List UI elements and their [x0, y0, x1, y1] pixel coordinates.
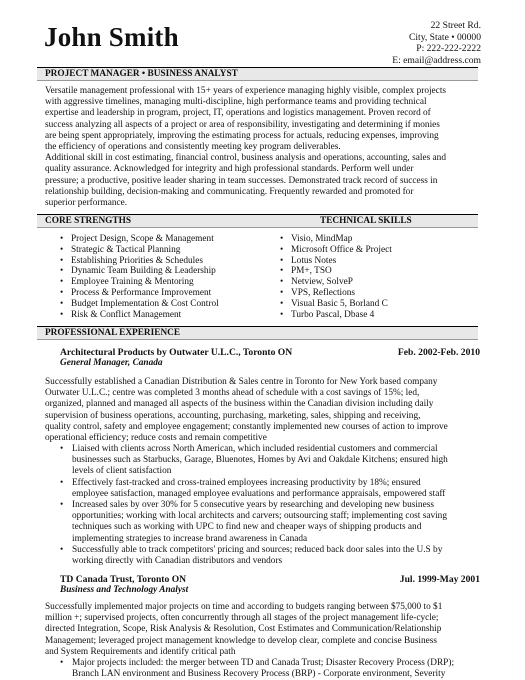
list-item: • VPS, Reflections: [280, 288, 470, 299]
core-strengths-list: [60, 234, 280, 320]
contact-phone: P: 222-222-2222: [416, 43, 481, 54]
summary-line: expertise and leadership in program, project, IT, operations and logistics management. Proven record of: [45, 108, 431, 119]
bullet-line: working directly with Canadian distributors and vendors: [72, 556, 283, 567]
description-line: supervision of business operations, accounting, purchasing, marketing, sales, shipping and receiving,: [45, 410, 421, 421]
summary-line: are being spent appropriately, improving the estimating process for actuals, reducing expenses, improving: [45, 130, 439, 141]
core-strengths-heading: CORE STRENGTHS: [45, 216, 132, 226]
description-line: Management; leveraged project management knowledge to develop clear, complete and concise Business: [45, 635, 438, 646]
bullet-line: implementing strategies to increase brand awareness in Canada: [72, 533, 308, 544]
list-item: • PM+, TSO: [280, 266, 470, 277]
list-item: • Visio, MindMap: [280, 234, 470, 245]
bullet-line: • Successfully able to track competitors' pricing and sources; reduced back door sales into the U.S by: [72, 544, 443, 555]
list-item: • Process & Performance Improvement: [60, 288, 280, 299]
list-item: • Project Design, Scope & Management: [60, 234, 280, 245]
list-item: [60, 500, 475, 545]
job-bullets: [60, 444, 475, 567]
bullet-line: employee satisfaction, managed employee evaluations and performance appraisals, empowered staff: [72, 488, 446, 499]
description-line: directed Integration, Scope, Risk Analysis & Resolution, Cost Estimates and Communication/Relationship: [45, 624, 442, 635]
bullet-line: • Liaised with clients across North American, which included residential customers and commercial: [72, 444, 438, 454]
bullet-line: techniques such as working with UPC to find new and cheaper ways of shipping products and: [72, 522, 422, 533]
list-item: • Visual Basic 5, Borland C: [280, 299, 470, 310]
summary-line: with aggressive timelines, managing multi-discipline, high performance teams and providing technical: [45, 97, 427, 108]
job-dates: Jul. 1999-May 2001: [399, 574, 480, 585]
job-company: TD Canada Trust, Toronto ON: [60, 574, 187, 585]
job-role: General Manager, Canada: [60, 358, 163, 368]
job-bullets: [60, 658, 475, 680]
description-line: Successfully implemented major projects on time and according to budgets ranging between $75,000 to $1: [45, 602, 443, 612]
bullet-line: levels of client satisfaction: [72, 466, 172, 477]
job-description: [45, 602, 475, 658]
list-item: • Budget Implementation & Cost Control: [60, 299, 280, 310]
summary-line: quality assurance. Acknowledged for integrity and high professional standards. Perform well under: [45, 164, 414, 175]
experience-heading: PROFESSIONAL EXPERIENCE: [45, 328, 181, 338]
job-role: Business and Technology Analyst: [60, 585, 189, 595]
list-item: • Netview, SolveP: [280, 277, 470, 288]
list-item: • Turbo Pascal, Dbase 4: [280, 310, 470, 321]
list-item: [60, 658, 475, 680]
candidate-name: John Smith: [44, 22, 179, 52]
contact-city-state: City, State • 00000: [408, 31, 481, 43]
technical-skills-list: [280, 234, 470, 320]
summary-line: relationship building, decision-making and communicating. Frequently rewarded and promoted for: [45, 186, 414, 197]
list-item: • Strategic & Tactical Planning: [60, 245, 280, 256]
list-item: • Employee Training & Mentoring: [60, 277, 280, 288]
headline-bar: [37, 67, 478, 81]
job-company: Architectural Products by Outwater U.L.C., Toronto ON: [60, 347, 293, 358]
technical-skills-heading: TECHNICAL SKILLS: [320, 216, 412, 226]
job-dates: Feb. 2002-Feb. 2010: [397, 347, 480, 358]
list-item: [60, 444, 475, 478]
list-item: [60, 545, 475, 567]
bullet-line: businesses such as Starbucks, Garage, Bluenotes, Homes by Avi and Oakdale Kitchens; ensured high: [72, 455, 448, 466]
list-item: • Risk & Conflict Management: [60, 310, 280, 321]
headline-title: PROJECT MANAGER • BUSINESS ANALYST: [45, 69, 238, 79]
summary-line: the efficiency of operations and consistently meeting key program deliverables.: [45, 142, 341, 153]
experience-header-bar: [37, 326, 478, 340]
skills-header-bar: [37, 214, 478, 228]
description-line: quality control, safety and employee engagement; constantly implemented new courses of action to improve: [45, 421, 448, 432]
summary-line: Additional skill in cost estimating, financial control, business analysis and operations, accounting, sales and: [45, 153, 446, 164]
list-item: • Lotus Notes: [280, 256, 470, 267]
bullet-line: • Major projects included: the merger between TD and Canada Trust; Disaster Recovery Process (DRP);: [72, 658, 455, 668]
summary-line: pressure; a productive, positive leader sharing in team successes. Demonstrated track record of success in: [45, 175, 438, 186]
summary-line: superior performance.: [45, 198, 128, 209]
contact-email[interactable]: E: email@address.com: [392, 54, 481, 66]
bullet-line: • Effectively fast-tracked and cross-trained employees increasing productivity by 18%; ensured: [72, 477, 421, 488]
description-line: organized, planned and managed all aspects of the business within the Canadian division including daily: [45, 399, 434, 410]
description-line: million +; supervised projects, often concurrently through all stages of the project management life-cycle;: [45, 613, 439, 624]
list-item: • Microsoft Office & Project: [280, 245, 470, 256]
description-line: and System Requirements and identify critical path: [45, 646, 236, 657]
bullet-line: • Increased sales by over 30% for 5 consecutive years by researching and developing new business: [72, 500, 434, 511]
summary-paragraph: [45, 86, 475, 209]
description-line: operational efficiency; reduce costs and remain competitive: [45, 433, 267, 444]
summary-line: success analyzing all aspects of a project or area of responsibility, investigating and determining if monies: [45, 119, 440, 130]
list-item: [60, 478, 475, 500]
list-item: • Dynamic Team Building & Leadership: [60, 266, 280, 277]
summary-line: Versatile management professional with 15+ years of experience managing highly visible, complex projects: [45, 86, 447, 96]
contact-address: 22 Street Rd.: [430, 20, 481, 31]
list-item: • Establishing Priorities & Schedules: [60, 256, 280, 267]
contact-block: [392, 20, 481, 66]
description-line: Successfully established a Canadian Distribution & Sales centre in Toronto for New York based company: [45, 377, 438, 387]
bullet-line: opportunities; working with local architects and carvers; outsourcing staff; implementing cost saving: [72, 511, 447, 522]
job-description: [45, 377, 475, 444]
bullet-line: Branch LAN environment and Business Recovery Process (BRP) - Corporate environment, Severity: [72, 669, 446, 680]
description-line: Outwater U.L.C.; centre was completed 3 months ahead of schedule with a cost savings of 15%; led,: [45, 388, 420, 399]
